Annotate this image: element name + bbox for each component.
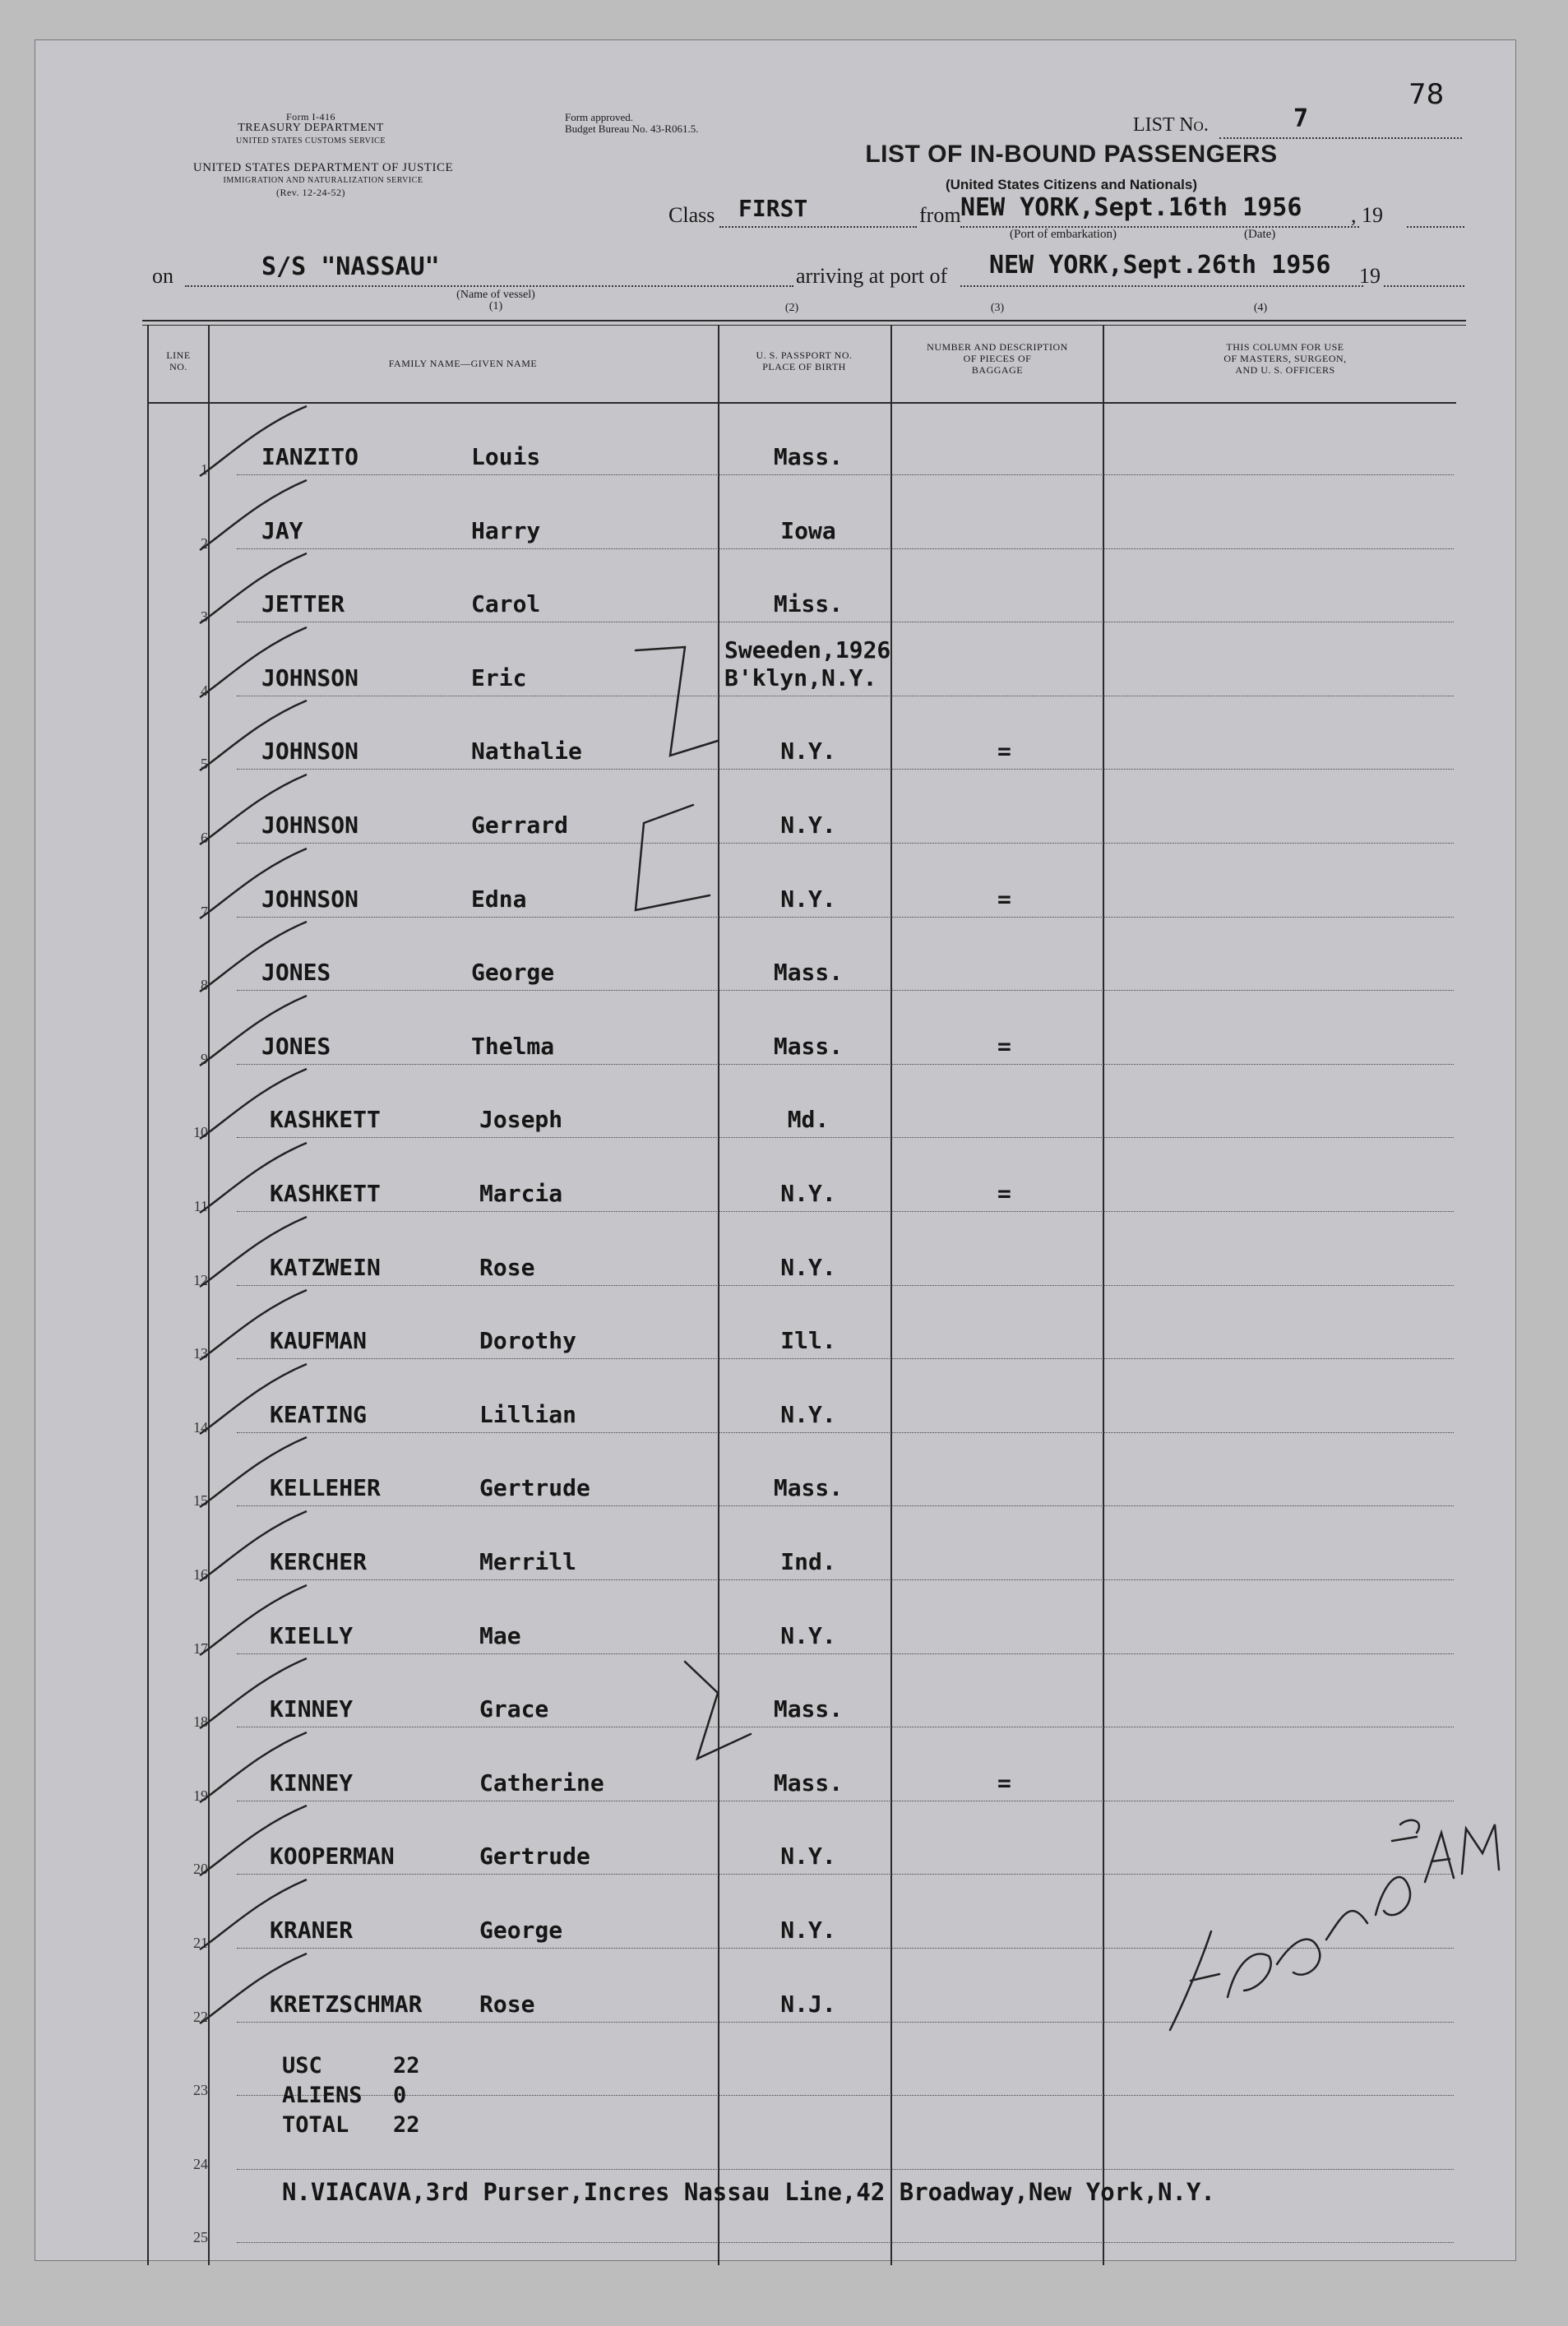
form-approved: Form approved. — [565, 111, 634, 123]
family-name: JAY — [261, 516, 303, 544]
line-number: 16 — [193, 1566, 208, 1583]
line-number: 21 — [193, 1935, 208, 1951]
col-header-baggage: NUMBER AND DESCRIPTION OF PIECES OF BAGGAGE — [927, 341, 1068, 376]
given-name: Joseph — [479, 1106, 563, 1134]
form-number: Form I-416 — [286, 111, 335, 123]
year-suffix: , 19 — [1351, 203, 1383, 227]
col-header-officers: THIS COLUMN FOR USE OF MASTERS, SURGEON, AND U. S. OFFICERS — [1223, 341, 1347, 376]
given-name: Gerrard — [471, 812, 569, 839]
given-name: Dorothy — [479, 1327, 577, 1355]
total-label: USC — [282, 2053, 322, 2079]
family-name: KRETZSCHMAR — [270, 1990, 423, 2018]
place-of-birth: Mass. — [773, 1032, 844, 1060]
given-name: Thelma — [471, 1032, 555, 1060]
line-number: 11 — [193, 1198, 208, 1214]
place-of-birth: Iowa — [780, 516, 836, 544]
justice-dept: UNITED STATES DEPARTMENT OF JUSTICE — [192, 161, 454, 174]
place-of-birth: Mass. — [773, 1695, 844, 1723]
place-of-birth: N.Y. — [780, 1400, 836, 1428]
from-label: from — [919, 203, 961, 227]
line-number: 14 — [193, 1418, 208, 1436]
line-number: 23 — [193, 2082, 208, 2099]
line-number: 24 — [193, 2155, 208, 2172]
line-number: 6 — [201, 830, 208, 846]
place-of-birth: Ind. — [780, 1548, 836, 1575]
class-value: FIRST — [738, 195, 808, 222]
place-of-birth: Miss. — [773, 590, 844, 618]
given-name: Grace — [479, 1695, 549, 1723]
line-number: 12 — [193, 1271, 208, 1288]
given-name: George — [479, 1917, 563, 1944]
arriving-year: 19 — [1359, 264, 1381, 288]
line-number: 9 — [201, 1050, 208, 1067]
page-title: LIST OF IN-BOUND PASSENGERS — [865, 141, 1278, 168]
place-of-birth: N.Y. — [780, 1621, 836, 1649]
family-name: JOHNSON — [261, 664, 359, 691]
col-num-2: (2) — [784, 302, 799, 314]
ins-service: IMMIGRATION AND NATURALIZATION SERVICE — [223, 176, 423, 185]
family-name: JONES — [261, 959, 331, 987]
place-of-birth: N.Y. — [780, 1253, 836, 1281]
given-name: Rose — [479, 1253, 535, 1281]
place-of-birth: Mass. — [773, 1474, 844, 1502]
family-name: KERCHER — [270, 1548, 368, 1575]
given-name: Louis — [471, 443, 541, 470]
family-name: KRANER — [270, 1917, 354, 1944]
arriving-value: NEW YORK,Sept.26th 1956 — [989, 251, 1331, 280]
family-name: IANZITO — [261, 443, 359, 470]
family-name: JOHNSON — [261, 738, 359, 765]
family-name: KIELLY — [270, 1621, 354, 1649]
passenger-list-sheet — [35, 39, 1516, 2261]
given-name: Merrill — [479, 1548, 577, 1575]
list-no-label: LIST No. — [1133, 114, 1209, 136]
line-number: 1 — [201, 461, 208, 478]
line-number: 19 — [193, 1787, 208, 1804]
place-of-birth: N.Y. — [780, 812, 836, 839]
revision: (Rev. 12-24-52) — [275, 187, 346, 198]
vessel-name: S/S "NASSAU" — [261, 252, 440, 281]
budget-bureau: Budget Bureau No. 43-R061.5. — [565, 123, 699, 135]
line-number: 8 — [201, 977, 208, 994]
line-number: 25 — [193, 2229, 208, 2246]
col-header-name: FAMILY NAME—GIVEN NAME — [388, 358, 538, 369]
place-of-birth: Mass. — [773, 959, 844, 987]
place-of-birth: N.Y. — [780, 885, 836, 913]
family-name: KASHKETT — [270, 1106, 381, 1134]
given-name: Carol — [471, 590, 541, 618]
baggage-mark: = — [997, 738, 1011, 765]
baggage-mark: = — [997, 1769, 1011, 1797]
col-num-4: (4) — [1253, 302, 1268, 314]
place-of-birth: N.Y. — [780, 738, 836, 765]
line-number: 2 — [201, 534, 208, 552]
line-number: 4 — [201, 682, 208, 699]
total-value: 0 — [393, 2083, 407, 2108]
place-of-birth: Mass. — [773, 443, 844, 470]
baggage-mark: = — [997, 1032, 1011, 1060]
line-number: 17 — [193, 1639, 208, 1657]
given-name: Eric — [471, 664, 527, 691]
place-of-birth: N.Y. — [780, 1180, 836, 1207]
given-name: Lillian — [479, 1400, 577, 1428]
given-name: Gertrude — [479, 1843, 590, 1871]
place-of-birth: Ill. — [780, 1327, 836, 1355]
family-name: JONES — [261, 1032, 331, 1060]
place-of-birth: Mass. — [773, 1769, 844, 1797]
col-header-passport: U. S. PASSPORT NO. PLACE OF BIRTH — [756, 349, 853, 372]
class-label: Class — [668, 203, 715, 227]
line-number: 18 — [193, 1713, 208, 1731]
purser-line: N.VIACAVA,3rd Purser,Incres Nassau Line,42 Broadway,New York,N.Y. — [282, 2178, 1215, 2206]
given-name: George — [471, 959, 555, 987]
place-of-birth: Md. — [787, 1106, 830, 1134]
col-header-line-no: LINE NO. — [166, 349, 191, 372]
line-number: 7 — [201, 903, 208, 920]
family-name: JOHNSON — [261, 812, 359, 839]
given-name: Gertrude — [479, 1474, 590, 1502]
place-of-birth: N.Y. — [780, 1843, 836, 1871]
page-subtitle: (United States Citizens and Nationals) — [945, 177, 1198, 192]
given-name: Harry — [471, 516, 541, 544]
line-number: 13 — [193, 1345, 208, 1362]
place-of-birth: N.J. — [780, 1990, 836, 2018]
col-num-3: (3) — [990, 302, 1005, 314]
given-name: Mae — [479, 1621, 521, 1649]
place-of-birth: B'klyn,N.Y. — [724, 664, 877, 691]
given-name: Edna — [471, 885, 527, 913]
line-number: 15 — [193, 1492, 208, 1510]
given-name: Catherine — [479, 1769, 604, 1797]
line-number: 22 — [193, 2008, 208, 2025]
treasury-dept: TREASURY DEPARTMENT — [238, 122, 384, 134]
line-number: 20 — [193, 1861, 208, 1878]
family-name: KINNEY — [270, 1695, 354, 1723]
list-no-value: 7 — [1293, 104, 1309, 133]
family-name: KELLEHER — [270, 1474, 381, 1502]
family-name: JOHNSON — [261, 885, 359, 913]
baggage-mark: = — [997, 1180, 1011, 1207]
page-number: 78 — [1408, 78, 1445, 111]
handwriting-overlay — [35, 40, 1515, 2260]
total-label: TOTAL — [282, 2112, 349, 2138]
total-value: 22 — [393, 2053, 420, 2079]
family-name: KAUFMAN — [270, 1327, 368, 1355]
given-name: Rose — [479, 1990, 535, 2018]
family-name: KASHKETT — [270, 1180, 381, 1207]
given-name: Nathalie — [471, 738, 582, 765]
line-number: 10 — [193, 1124, 208, 1141]
customs-service: UNITED STATES CUSTOMS SERVICE — [236, 136, 386, 146]
from-value: NEW YORK,Sept.16th 1956 — [960, 193, 1302, 222]
family-name: KATZWEIN — [270, 1253, 381, 1281]
family-name: JETTER — [261, 590, 345, 618]
place-of-birth-note: Sweeden,1926 — [724, 636, 891, 664]
arriving-label: arriving at port of — [796, 264, 948, 288]
port-embark-caption: (Port of embarkation) — [1010, 228, 1117, 241]
vessel-caption: (Name of vessel) — [456, 289, 535, 301]
on-label: on — [152, 264, 173, 288]
family-name: KEATING — [270, 1400, 368, 1428]
vessel-caption-num: (1) — [488, 300, 503, 312]
total-label: ALIENS — [282, 2083, 363, 2108]
family-name: KINNEY — [270, 1769, 354, 1797]
family-name: KOOPERMAN — [270, 1843, 395, 1871]
given-name: Marcia — [479, 1180, 563, 1207]
line-number: 3 — [201, 608, 208, 626]
place-of-birth: N.Y. — [780, 1917, 836, 1944]
total-value: 22 — [393, 2112, 420, 2138]
baggage-mark: = — [997, 885, 1011, 913]
line-number: 5 — [201, 756, 208, 773]
date-caption: (Date) — [1244, 228, 1276, 241]
